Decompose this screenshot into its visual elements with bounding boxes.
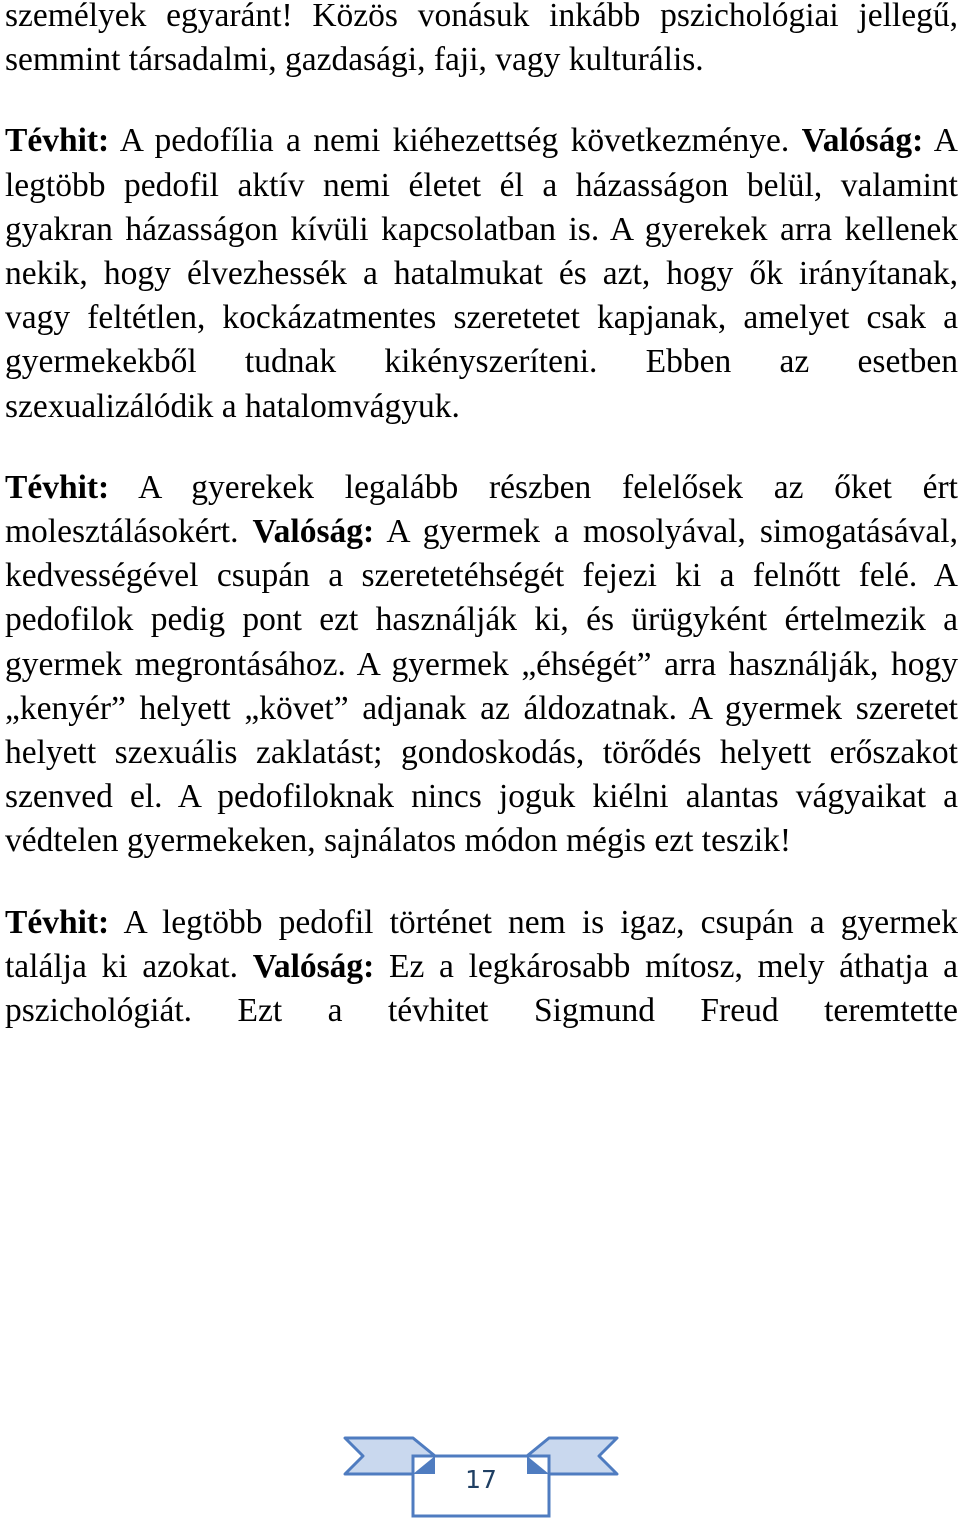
paragraph-intro <box>5 0 958 82</box>
page-number-banner <box>343 1434 619 1520</box>
paragraph-myth-2 <box>5 466 958 864</box>
reality-text: A legtöbb pedofil aktív nemi életet él a házasságon belül, valamint gyakran házasságon kívüli kapcsolatban is. A gyerekek arra kellenek nekik, hogy élvezhessék a hatalmukat és azt, hogy ők irányítanak, vagy feltétlen, kockázatmentes szeretetet kapjanak, amelyet csak a gyermekekből tudnak kikényszeríteni. Ebben az esetben szexualizálódik a hatalomvágyuk. <box>5 122 958 425</box>
reality-label: Valóság: <box>801 122 924 160</box>
paragraph-myth-3 <box>5 901 958 1034</box>
reality-label: Valóság: <box>252 513 375 551</box>
myth-label: Tévhit: <box>5 468 110 506</box>
myth-label: Tévhit: <box>5 903 110 941</box>
document-page <box>5 0 958 1033</box>
myth-label: Tévhit: <box>5 122 110 160</box>
reality-text: Ez a legkárosabb mítosz, mely áthatja a pszichológiát. Ezt a tévhitet Sigmund Freud teremtette <box>5 947 958 1030</box>
page-number: 17 <box>465 1465 497 1494</box>
myth-text: A gyerekek legalább részben felelősek az őket ért molesztálásokért. <box>5 468 958 551</box>
reality-label: Valóság: <box>252 947 375 985</box>
myth-text: A pedofília a nemi kiéhezettség következménye. <box>109 122 802 160</box>
paragraph-text: személyek egyaránt! Közös vonásuk inkább pszichológiai jellegű, semmint társadalmi, gazdasági, faji, vagy kulturális. <box>5 0 958 79</box>
paragraph-myth-1 <box>5 119 958 428</box>
reality-text: A gyermek a mosolyával, simogatásával, kedvességével csupán a szeretetéhségét fejezi ki a felnőtt felé. A pedofilok pedig pont ezt használják ki, és ürügyként értelmezik a gyermek megrontásához. A gyermek „éhségét” arra használják, hogy „kenyér” helyett „követ” adjanak az áldozatnak. A gyermek szeretet helyett szexuális zaklatást; gondoskodás, törődés helyett erőszakot szenved el. A pedofiloknak nincs joguk kiélni alantas vágyaikat a védtelen gyermekeken, sajnálatos módon mégis ezt teszik! <box>5 513 958 860</box>
myth-text: A legtöbb pedofil történet nem is igaz, csupán a gyermek találja ki azokat. <box>5 903 958 985</box>
